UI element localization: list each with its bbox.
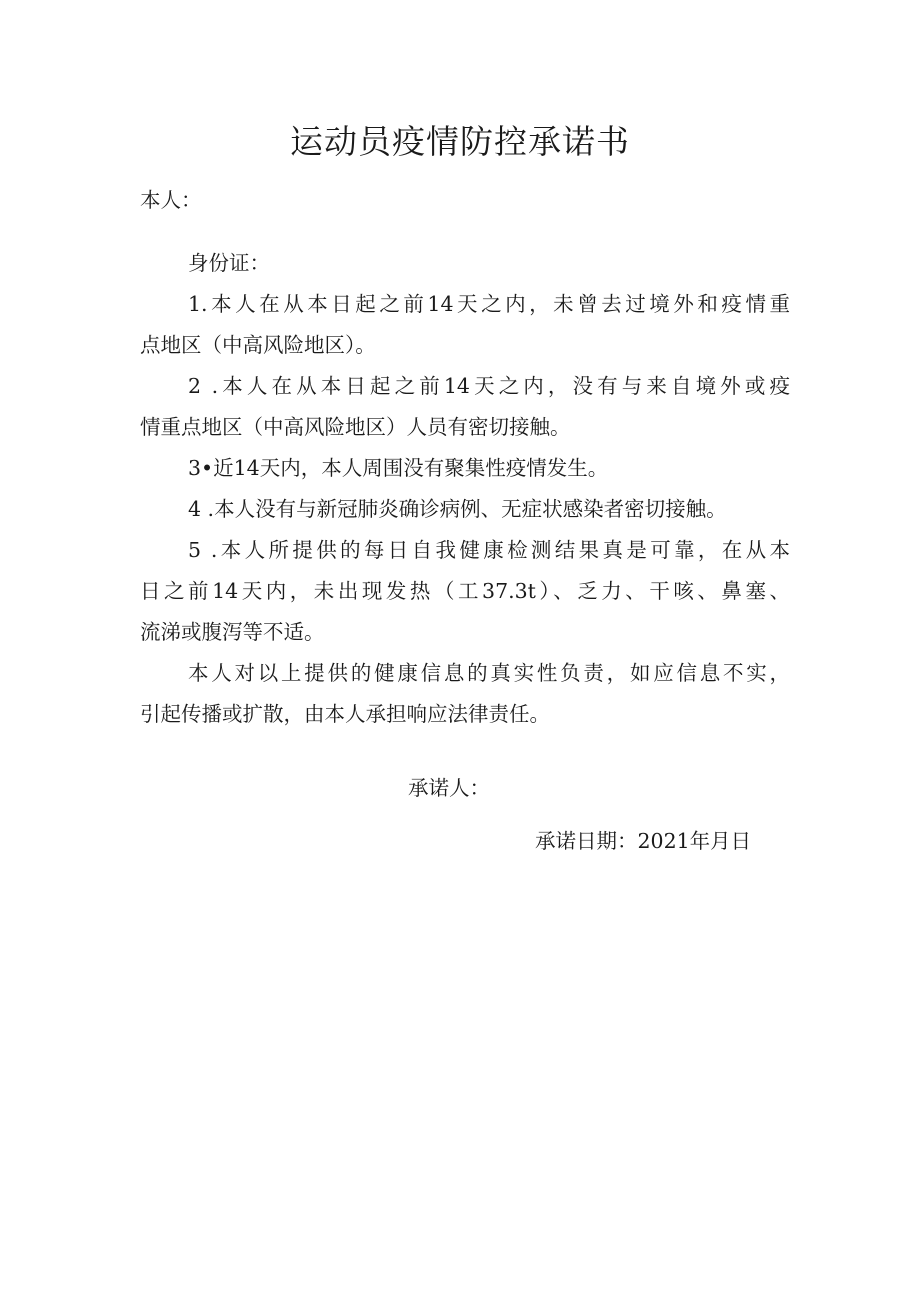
item-5-line-2: 日之前14天内，未出现发热（工37.3t）、乏力、干咳、鼻塞、 (140, 579, 790, 603)
item-2-line-1: 2 .本人在从本日起之前14天之内，没有与来自境外或疫 (188, 374, 790, 398)
item-5-line-3: 流涕或腹泻等不适。 (140, 620, 325, 644)
id-label-line: 身份证： (188, 251, 270, 275)
item-5-line-1: 5 .本人所提供的每日自我健康检测结果真是可靠，在从本 (188, 538, 790, 562)
item-4-line: 4 .本人没有与新冠肺炎确诊病例、无症状感染者密切接触。 (188, 497, 727, 521)
statement-line-1: 本人对以上提供的健康信息的真实性负责，如应信息不实， (188, 661, 790, 685)
intro-line: 本人： (140, 188, 202, 212)
item-1-line-1: 1.本人在从本日起之前14天之内，未曾去过境外和疫情重 (188, 292, 790, 316)
item-2-line-2: 情重点地区（中高风险地区）人员有密切接触。 (140, 415, 571, 439)
signer-label: 承诺人： (408, 776, 490, 800)
item-1-line-2: 点地区（中高风险地区）。 (140, 333, 376, 357)
promise-date-label: 承诺日期：2021年月日 (535, 829, 752, 853)
document-title: 运动员疫情防控承诺书 (290, 122, 630, 161)
item-3-line: 3•近14天内，本人周围没有聚集性疫情发生。 (188, 456, 609, 480)
statement-line-2: 引起传播或扩散，由本人承担响应法律责任。 (140, 702, 550, 726)
document-body (140, 180, 790, 735)
